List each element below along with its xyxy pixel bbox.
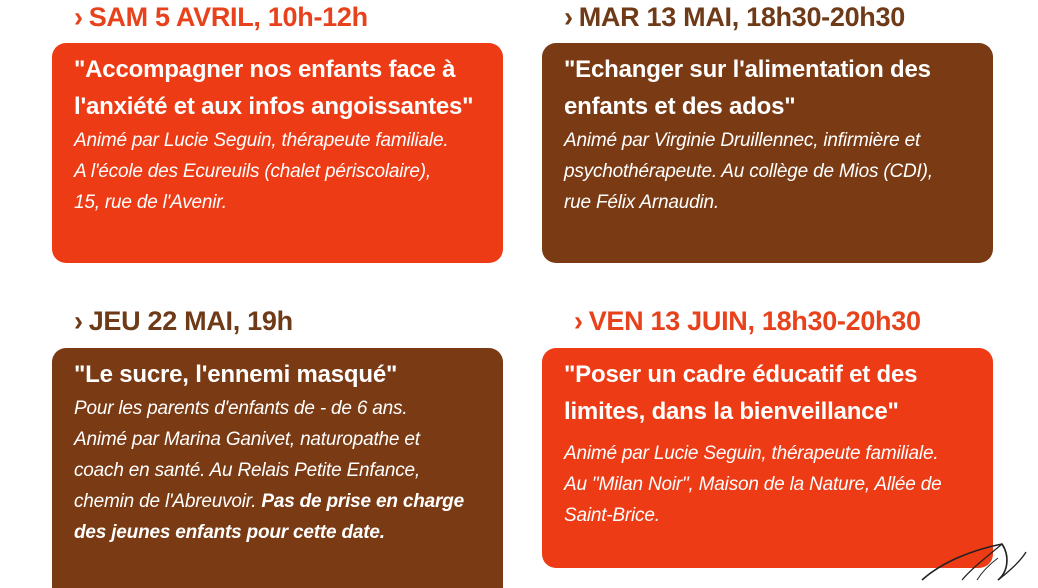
detail-line: Animé par Virginie Druillennec, infirmière et <box>564 130 921 151</box>
leaf-illustration <box>902 522 1038 582</box>
chevron-right-icon: › <box>74 1 83 33</box>
event-details <box>74 125 481 218</box>
event-title: "Poser un cadre éducatif et des limites, dans la bienveillance" <box>564 361 918 425</box>
chevron-right-icon: › <box>74 305 83 337</box>
event-date: › JEU 22 MAI, 19h <box>74 305 293 337</box>
detail-line: 15, rue de l'Avenir. <box>74 192 227 213</box>
event-date: › VEN 13 JUIN, 18h30-20h30 <box>574 305 921 337</box>
notice-text: Pas de prise en charge <box>261 491 464 512</box>
detail-line: Pour les parents d'enfants de - de 6 ans. <box>74 398 408 419</box>
detail-line: rue Félix Arnaudin. <box>564 192 719 213</box>
detail-line: Animé par Marina Ganivet, naturopathe et <box>74 429 420 450</box>
event-title: "Accompagner nos enfants face à l'anxiété et aux infos angoissantes" <box>74 56 474 120</box>
notice-text: des jeunes enfants pour cette date. <box>74 522 385 543</box>
chevron-right-icon: › <box>574 305 583 337</box>
detail-line: chemin de l'Abreuvoir. Pas de prise en charge <box>74 491 464 512</box>
event-details <box>564 438 971 531</box>
event-details <box>74 393 481 548</box>
event-card <box>52 348 503 588</box>
detail-line: Saint-Brice. <box>564 505 660 526</box>
detail-line: Animé par Lucie Seguin, thérapeute familiale. <box>74 130 449 151</box>
event-date: › SAM 5 AVRIL, 10h-12h <box>74 1 368 33</box>
detail-line: Animé par Lucie Seguin, thérapeute familiale. <box>564 443 939 464</box>
detail-line: Au "Milan Noir", Maison de la Nature, Allée de <box>564 474 942 495</box>
event-card <box>52 43 503 263</box>
event-date: › MAR 13 MAI, 18h30-20h30 <box>564 1 905 33</box>
chevron-right-icon: › <box>564 1 573 33</box>
detail-line: coach en santé. Au Relais Petite Enfance, <box>74 460 420 481</box>
event-title: "Le sucre, l'ennemi masqué" <box>74 361 398 388</box>
event-details <box>564 125 971 218</box>
detail-line: psychothérapeute. Au collège de Mios (CDI), <box>564 161 933 182</box>
detail-line: A l'école des Ecureuils (chalet périscolaire), <box>74 161 431 182</box>
event-title: "Echanger sur l'alimentation des enfants et des ados" <box>564 56 931 120</box>
event-card <box>542 43 993 263</box>
detail-line <box>74 517 481 548</box>
